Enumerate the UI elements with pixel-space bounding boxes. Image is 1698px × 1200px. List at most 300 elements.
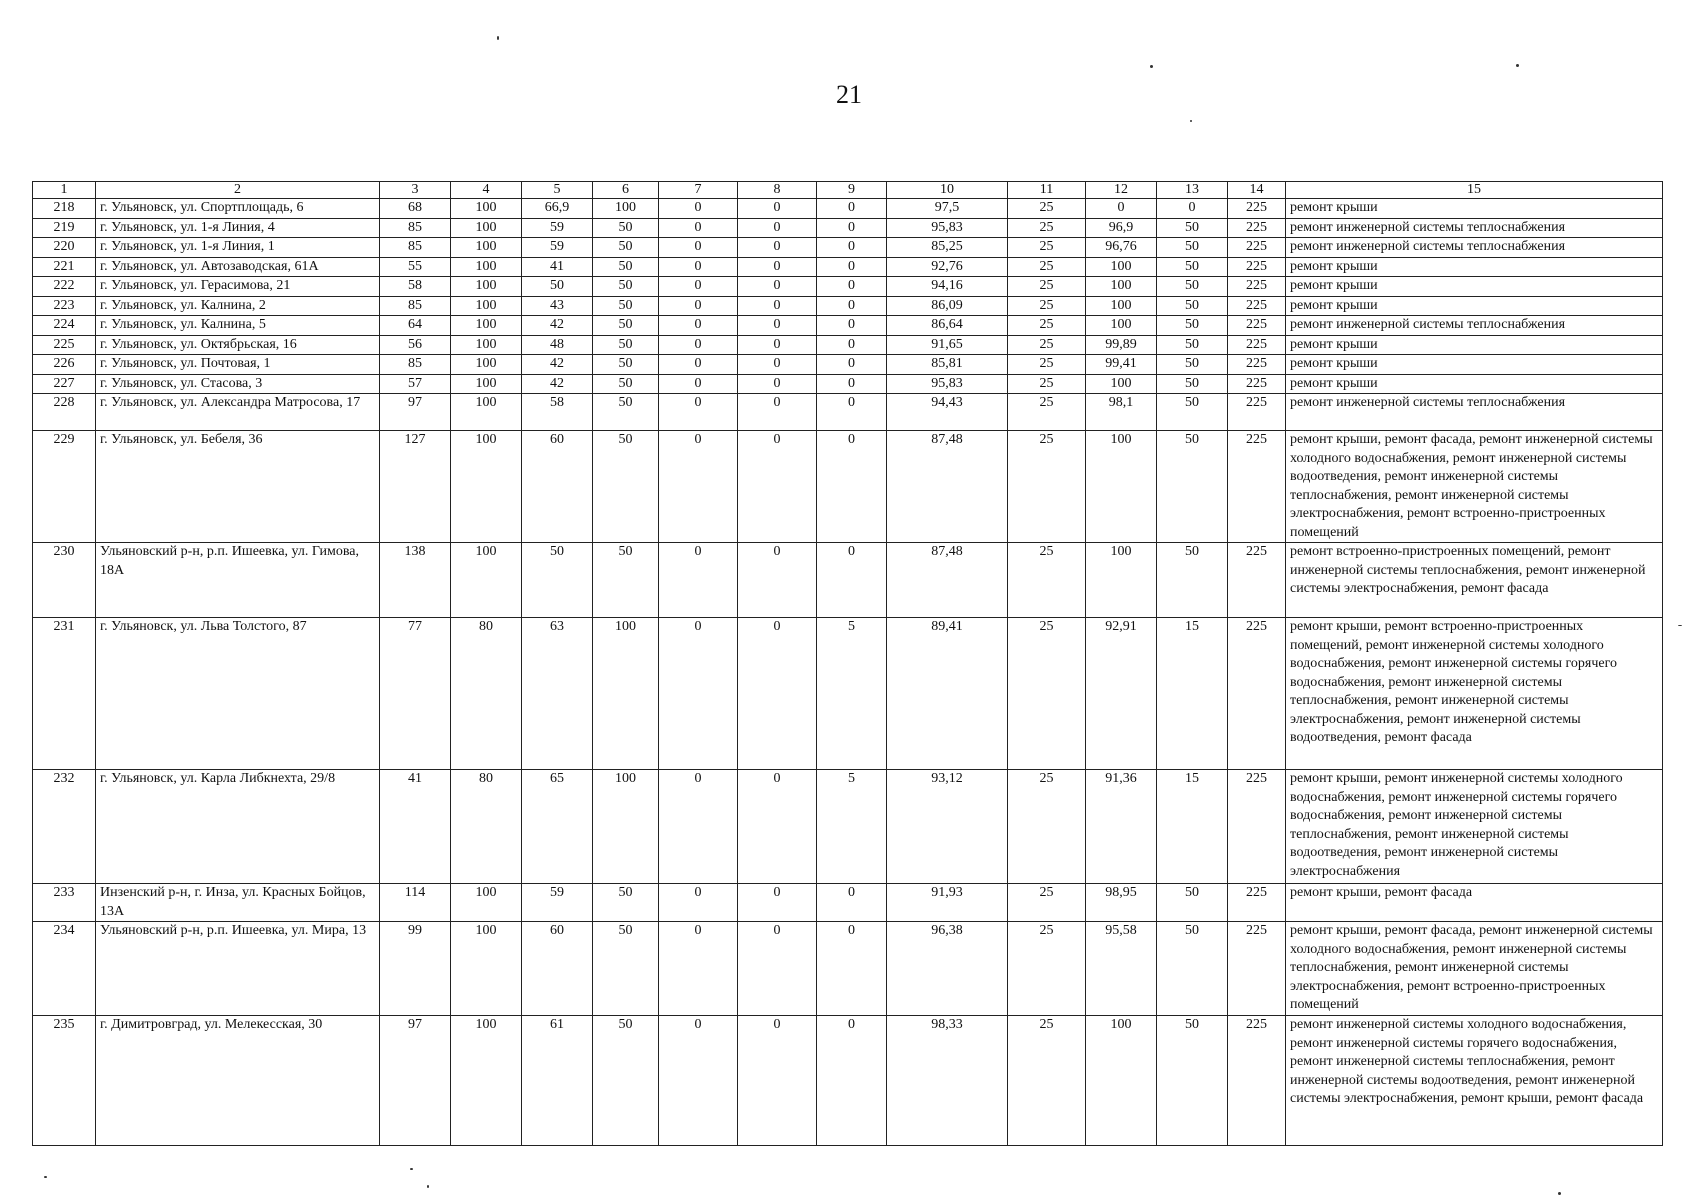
value-cell: 94,16 (887, 277, 1008, 297)
value-cell: 0 (1086, 199, 1157, 219)
value-cell: 56 (380, 335, 451, 355)
value-cell: 0 (659, 1016, 738, 1146)
value-cell: 0 (738, 618, 817, 770)
value-cell: 93,12 (887, 770, 1008, 884)
value-cell: 0 (738, 374, 817, 394)
value-cell: 0 (817, 218, 887, 238)
registry-table (32, 181, 1663, 1146)
value-cell: 50 (593, 922, 659, 1016)
value-cell: 50 (522, 543, 593, 618)
header-cell: 12 (1086, 182, 1157, 199)
row-number-cell: 230 (33, 543, 96, 618)
value-cell: 50 (1157, 374, 1228, 394)
value-cell: 0 (659, 770, 738, 884)
value-cell: 42 (522, 374, 593, 394)
row-number-cell: 228 (33, 394, 96, 431)
value-cell: 225 (1228, 618, 1286, 770)
value-cell: 42 (522, 355, 593, 375)
value-cell: 0 (659, 218, 738, 238)
work-type-cell: ремонт инженерной системы теплоснабжения (1286, 238, 1663, 258)
row-number-cell: 220 (33, 238, 96, 258)
value-cell: 50 (593, 543, 659, 618)
value-cell: 0 (817, 257, 887, 277)
table-header (33, 182, 1663, 199)
table-row (33, 355, 1663, 375)
row-number-cell: 221 (33, 257, 96, 277)
value-cell: 0 (817, 884, 887, 922)
value-cell: 25 (1008, 431, 1086, 543)
row-number-cell: 229 (33, 431, 96, 543)
value-cell: 58 (380, 277, 451, 297)
value-cell: 59 (522, 238, 593, 258)
value-cell: 0 (659, 922, 738, 1016)
value-cell: 42 (522, 316, 593, 336)
table-row (33, 884, 1663, 922)
scan-speck (427, 1185, 429, 1188)
value-cell: 100 (593, 770, 659, 884)
value-cell: 97 (380, 394, 451, 431)
table-row (33, 296, 1663, 316)
value-cell: 91,65 (887, 335, 1008, 355)
value-cell: 58 (522, 394, 593, 431)
value-cell: 100 (1086, 431, 1157, 543)
value-cell: 57 (380, 374, 451, 394)
value-cell: 94,43 (887, 394, 1008, 431)
value-cell: 59 (522, 884, 593, 922)
address-cell: г. Ульяновск, ул. Калнина, 2 (96, 296, 380, 316)
row-number-cell: 223 (33, 296, 96, 316)
scan-speck (410, 1168, 413, 1170)
row-number-cell: 225 (33, 335, 96, 355)
value-cell: 100 (1086, 1016, 1157, 1146)
address-cell: Ульяновский р-н, р.п. Ишеевка, ул. Гимова, 18А (96, 543, 380, 618)
value-cell: 98,1 (1086, 394, 1157, 431)
value-cell: 100 (451, 431, 522, 543)
value-cell: 77 (380, 618, 451, 770)
value-cell: 50 (1157, 922, 1228, 1016)
value-cell: 96,38 (887, 922, 1008, 1016)
work-type-cell: ремонт крыши (1286, 257, 1663, 277)
value-cell: 225 (1228, 296, 1286, 316)
value-cell: 0 (817, 335, 887, 355)
value-cell: 66,9 (522, 199, 593, 219)
value-cell: 59 (522, 218, 593, 238)
value-cell: 41 (522, 257, 593, 277)
value-cell: 15 (1157, 770, 1228, 884)
value-cell: 100 (451, 543, 522, 618)
value-cell: 100 (451, 394, 522, 431)
table-row (33, 374, 1663, 394)
work-type-cell: ремонт крыши, ремонт инженерной системы холодного водоснабжения, ремонт инженерной системы горячего водоснабжения, ремонт инженерной системы теплоснабжения, ремонт инженерной системы водоотведения, ремонт инженерной системы электроснабжения (1286, 770, 1663, 884)
work-type-cell: ремонт крыши (1286, 199, 1663, 219)
header-cell: 8 (738, 182, 817, 199)
value-cell: 0 (659, 296, 738, 316)
value-cell: 98,33 (887, 1016, 1008, 1146)
work-type-cell: ремонт инженерной системы холодного водоснабжения, ремонт инженерной системы горячего водоснабжения, ремонт инженерной системы теплоснабжения, ремонт инженерной системы водоотведения, ремонт инженерной системы электроснабжения, ремонт крыши, ремонт фасада (1286, 1016, 1663, 1146)
value-cell: 225 (1228, 218, 1286, 238)
address-cell: г. Ульяновск, ул. Стасова, 3 (96, 374, 380, 394)
value-cell: 86,09 (887, 296, 1008, 316)
value-cell: 48 (522, 335, 593, 355)
value-cell: 98,95 (1086, 884, 1157, 922)
value-cell: 97 (380, 1016, 451, 1146)
value-cell: 50 (593, 394, 659, 431)
value-cell: 50 (522, 277, 593, 297)
value-cell: 25 (1008, 199, 1086, 219)
value-cell: 50 (1157, 316, 1228, 336)
value-cell: 25 (1008, 770, 1086, 884)
row-number-cell: 235 (33, 1016, 96, 1146)
scan-speck (1190, 120, 1192, 122)
value-cell: 25 (1008, 394, 1086, 431)
address-cell: г. Ульяновск, ул. Александра Матросова, 17 (96, 394, 380, 431)
value-cell: 0 (659, 884, 738, 922)
address-cell: г. Ульяновск, ул. Почтовая, 1 (96, 355, 380, 375)
value-cell: 89,41 (887, 618, 1008, 770)
value-cell: 92,91 (1086, 618, 1157, 770)
value-cell: 100 (451, 296, 522, 316)
value-cell: 50 (593, 374, 659, 394)
header-cell: 15 (1286, 182, 1663, 199)
value-cell: 5 (817, 618, 887, 770)
value-cell: 100 (1086, 316, 1157, 336)
value-cell: 41 (380, 770, 451, 884)
table-row (33, 1016, 1663, 1146)
address-cell: г. Ульяновск, ул. Герасимова, 21 (96, 277, 380, 297)
value-cell: 100 (1086, 277, 1157, 297)
value-cell: 225 (1228, 922, 1286, 1016)
row-number-cell: 222 (33, 277, 96, 297)
value-cell: 0 (659, 543, 738, 618)
value-cell: 50 (1157, 355, 1228, 375)
scan-speck (497, 36, 499, 40)
value-cell: 100 (451, 238, 522, 258)
value-cell: 96,9 (1086, 218, 1157, 238)
value-cell: 0 (738, 218, 817, 238)
value-cell: 100 (451, 316, 522, 336)
table-body (33, 199, 1663, 1146)
value-cell: 25 (1008, 884, 1086, 922)
work-type-cell: ремонт крыши (1286, 355, 1663, 375)
value-cell: 0 (738, 238, 817, 258)
value-cell: 25 (1008, 316, 1086, 336)
work-type-cell: ремонт крыши, ремонт фасада, ремонт инженерной системы холодного водоснабжения, ремонт инженерной системы теплоснабжения, ремонт инженерной системы электроснабжения, ремонт встроенно-пристроенных помещений (1286, 922, 1663, 1016)
value-cell: 96,76 (1086, 238, 1157, 258)
table-row (33, 335, 1663, 355)
value-cell: 0 (659, 394, 738, 431)
value-cell: 225 (1228, 257, 1286, 277)
value-cell: 85 (380, 355, 451, 375)
work-type-cell: ремонт инженерной системы теплоснабжения (1286, 394, 1663, 431)
row-number-cell: 224 (33, 316, 96, 336)
value-cell: 0 (738, 355, 817, 375)
value-cell: 87,48 (887, 543, 1008, 618)
value-cell: 225 (1228, 316, 1286, 336)
page-number: 21 (836, 80, 862, 109)
value-cell: 50 (1157, 884, 1228, 922)
value-cell: 50 (1157, 277, 1228, 297)
scan-speck (1678, 625, 1682, 626)
address-cell: г. Ульяновск, ул. 1-я Линия, 1 (96, 238, 380, 258)
value-cell: 0 (817, 394, 887, 431)
value-cell: 100 (451, 335, 522, 355)
address-cell: г. Ульяновск, ул. Спортплощадь, 6 (96, 199, 380, 219)
address-cell: г. Ульяновск, ул. Карла Либкнехта, 29/8 (96, 770, 380, 884)
value-cell: 50 (1157, 238, 1228, 258)
value-cell: 25 (1008, 922, 1086, 1016)
address-cell: г. Ульяновск, ул. Калнина, 5 (96, 316, 380, 336)
header-cell: 1 (33, 182, 96, 199)
address-cell: г. Ульяновск, ул. Льва Толстого, 87 (96, 618, 380, 770)
header-cell: 13 (1157, 182, 1228, 199)
header-cell: 7 (659, 182, 738, 199)
value-cell: 50 (593, 335, 659, 355)
value-cell: 100 (1086, 543, 1157, 618)
value-cell: 99,41 (1086, 355, 1157, 375)
value-cell: 85,25 (887, 238, 1008, 258)
work-type-cell: ремонт крыши, ремонт фасада (1286, 884, 1663, 922)
value-cell: 50 (593, 277, 659, 297)
value-cell: 0 (817, 277, 887, 297)
scan-speck (44, 1176, 47, 1178)
value-cell: 25 (1008, 257, 1086, 277)
value-cell: 0 (738, 543, 817, 618)
address-cell: г. Ульяновск, ул. Автозаводская, 61А (96, 257, 380, 277)
table-row (33, 316, 1663, 336)
table-row (33, 922, 1663, 1016)
value-cell: 225 (1228, 431, 1286, 543)
value-cell: 0 (817, 296, 887, 316)
header-cell: 5 (522, 182, 593, 199)
value-cell: 65 (522, 770, 593, 884)
header-row (33, 182, 1663, 199)
header-cell: 6 (593, 182, 659, 199)
value-cell: 100 (451, 257, 522, 277)
value-cell: 225 (1228, 335, 1286, 355)
value-cell: 50 (1157, 257, 1228, 277)
table-row (33, 770, 1663, 884)
value-cell: 0 (1157, 199, 1228, 219)
value-cell: 25 (1008, 277, 1086, 297)
table-row (33, 257, 1663, 277)
table-row (33, 199, 1663, 219)
value-cell: 225 (1228, 277, 1286, 297)
value-cell: 100 (593, 618, 659, 770)
value-cell: 25 (1008, 374, 1086, 394)
value-cell: 80 (451, 770, 522, 884)
value-cell: 0 (659, 316, 738, 336)
value-cell: 25 (1008, 543, 1086, 618)
value-cell: 61 (522, 1016, 593, 1146)
value-cell: 100 (451, 884, 522, 922)
value-cell: 0 (738, 922, 817, 1016)
value-cell: 87,48 (887, 431, 1008, 543)
value-cell: 99 (380, 922, 451, 1016)
value-cell: 85 (380, 218, 451, 238)
value-cell: 5 (817, 770, 887, 884)
row-number-cell: 226 (33, 355, 96, 375)
value-cell: 0 (817, 316, 887, 336)
value-cell: 50 (1157, 335, 1228, 355)
value-cell: 0 (738, 770, 817, 884)
value-cell: 25 (1008, 218, 1086, 238)
value-cell: 100 (1086, 374, 1157, 394)
value-cell: 0 (738, 316, 817, 336)
header-cell: 9 (817, 182, 887, 199)
value-cell: 114 (380, 884, 451, 922)
value-cell: 0 (659, 355, 738, 375)
value-cell: 50 (593, 884, 659, 922)
address-cell: г. Ульяновск, ул. 1-я Линия, 4 (96, 218, 380, 238)
value-cell: 0 (659, 277, 738, 297)
value-cell: 225 (1228, 884, 1286, 922)
table-row (33, 431, 1663, 543)
value-cell: 0 (738, 277, 817, 297)
value-cell: 50 (593, 1016, 659, 1146)
value-cell: 0 (659, 618, 738, 770)
value-cell: 85 (380, 296, 451, 316)
row-number-cell: 227 (33, 374, 96, 394)
value-cell: 60 (522, 922, 593, 1016)
value-cell: 0 (738, 335, 817, 355)
work-type-cell: ремонт крыши, ремонт встроенно-пристроенных помещений, ремонт инженерной системы холодного водоснабжения, ремонт инженерной системы горячего водоснабжения, ремонт инженерной системы теплоснабжения, ремонт инженерной системы электроснабжения, ремонт инженерной системы водоотведения, ремонт фасада (1286, 618, 1663, 770)
value-cell: 100 (451, 1016, 522, 1146)
value-cell: 0 (659, 431, 738, 543)
value-cell: 91,36 (1086, 770, 1157, 884)
work-type-cell: ремонт крыши (1286, 374, 1663, 394)
value-cell: 80 (451, 618, 522, 770)
value-cell: 100 (451, 199, 522, 219)
table-row (33, 277, 1663, 297)
value-cell: 92,76 (887, 257, 1008, 277)
table-row (33, 394, 1663, 431)
table-row (33, 618, 1663, 770)
value-cell: 25 (1008, 355, 1086, 375)
work-type-cell: ремонт крыши (1286, 335, 1663, 355)
value-cell: 100 (1086, 257, 1157, 277)
value-cell: 100 (451, 218, 522, 238)
value-cell: 25 (1008, 335, 1086, 355)
work-type-cell: ремонт инженерной системы теплоснабжения (1286, 218, 1663, 238)
table-row (33, 238, 1663, 258)
address-cell: г. Ульяновск, ул. Бебеля, 36 (96, 431, 380, 543)
value-cell: 225 (1228, 355, 1286, 375)
value-cell: 0 (659, 335, 738, 355)
value-cell: 0 (817, 431, 887, 543)
value-cell: 50 (593, 316, 659, 336)
value-cell: 0 (738, 1016, 817, 1146)
row-number-cell: 218 (33, 199, 96, 219)
value-cell: 0 (738, 199, 817, 219)
work-type-cell: ремонт крыши, ремонт фасада, ремонт инженерной системы холодного водоснабжения, ремонт инженерной системы водоотведения, ремонт инженерной системы теплоснабжения, ремонт инженерной системы электроснабжения, ремонт встроенно-пристроенных помещений (1286, 431, 1663, 543)
value-cell: 50 (593, 218, 659, 238)
table-row (33, 218, 1663, 238)
value-cell: 100 (1086, 296, 1157, 316)
value-cell: 0 (817, 374, 887, 394)
value-cell: 0 (817, 922, 887, 1016)
value-cell: 68 (380, 199, 451, 219)
address-cell: Инзенский р-н, г. Инза, ул. Красных Бойцов, 13А (96, 884, 380, 922)
header-cell: 3 (380, 182, 451, 199)
value-cell: 0 (817, 238, 887, 258)
value-cell: 60 (522, 431, 593, 543)
value-cell: 225 (1228, 543, 1286, 618)
value-cell: 100 (451, 374, 522, 394)
table-row (33, 543, 1663, 618)
value-cell: 50 (593, 431, 659, 543)
value-cell: 50 (1157, 296, 1228, 316)
row-number-cell: 232 (33, 770, 96, 884)
value-cell: 100 (593, 199, 659, 219)
row-number-cell: 234 (33, 922, 96, 1016)
value-cell: 225 (1228, 199, 1286, 219)
value-cell: 138 (380, 543, 451, 618)
value-cell: 0 (738, 296, 817, 316)
value-cell: 225 (1228, 770, 1286, 884)
value-cell: 50 (1157, 1016, 1228, 1146)
scan-speck (1150, 65, 1153, 68)
value-cell: 0 (738, 431, 817, 543)
address-cell: г. Димитровград, ул. Мелекесская, 30 (96, 1016, 380, 1146)
value-cell: 43 (522, 296, 593, 316)
value-cell: 0 (738, 394, 817, 431)
value-cell: 86,64 (887, 316, 1008, 336)
value-cell: 225 (1228, 374, 1286, 394)
value-cell: 225 (1228, 238, 1286, 258)
value-cell: 91,93 (887, 884, 1008, 922)
value-cell: 25 (1008, 618, 1086, 770)
value-cell: 99,89 (1086, 335, 1157, 355)
value-cell: 50 (1157, 394, 1228, 431)
value-cell: 95,83 (887, 374, 1008, 394)
value-cell: 50 (593, 296, 659, 316)
value-cell: 25 (1008, 296, 1086, 316)
value-cell: 85 (380, 238, 451, 258)
value-cell: 0 (659, 374, 738, 394)
value-cell: 0 (817, 543, 887, 618)
value-cell: 50 (1157, 431, 1228, 543)
value-cell: 127 (380, 431, 451, 543)
value-cell: 0 (738, 257, 817, 277)
value-cell: 50 (593, 355, 659, 375)
value-cell: 63 (522, 618, 593, 770)
value-cell: 0 (817, 355, 887, 375)
address-cell: г. Ульяновск, ул. Октябрьская, 16 (96, 335, 380, 355)
header-cell: 2 (96, 182, 380, 199)
value-cell: 0 (659, 199, 738, 219)
value-cell: 225 (1228, 394, 1286, 431)
header-cell: 4 (451, 182, 522, 199)
work-type-cell: ремонт крыши (1286, 296, 1663, 316)
value-cell: 25 (1008, 1016, 1086, 1146)
value-cell: 85,81 (887, 355, 1008, 375)
value-cell: 0 (817, 1016, 887, 1146)
value-cell: 64 (380, 316, 451, 336)
value-cell: 50 (1157, 543, 1228, 618)
work-type-cell: ремонт инженерной системы теплоснабжения (1286, 316, 1663, 336)
scan-speck (1516, 64, 1519, 67)
value-cell: 0 (738, 884, 817, 922)
address-cell: Ульяновский р-н, р.п. Ишеевка, ул. Мира, 13 (96, 922, 380, 1016)
scan-speck (1558, 1192, 1561, 1195)
header-cell: 14 (1228, 182, 1286, 199)
value-cell: 55 (380, 257, 451, 277)
value-cell: 50 (593, 238, 659, 258)
row-number-cell: 231 (33, 618, 96, 770)
header-cell: 11 (1008, 182, 1086, 199)
row-number-cell: 233 (33, 884, 96, 922)
row-number-cell: 219 (33, 218, 96, 238)
